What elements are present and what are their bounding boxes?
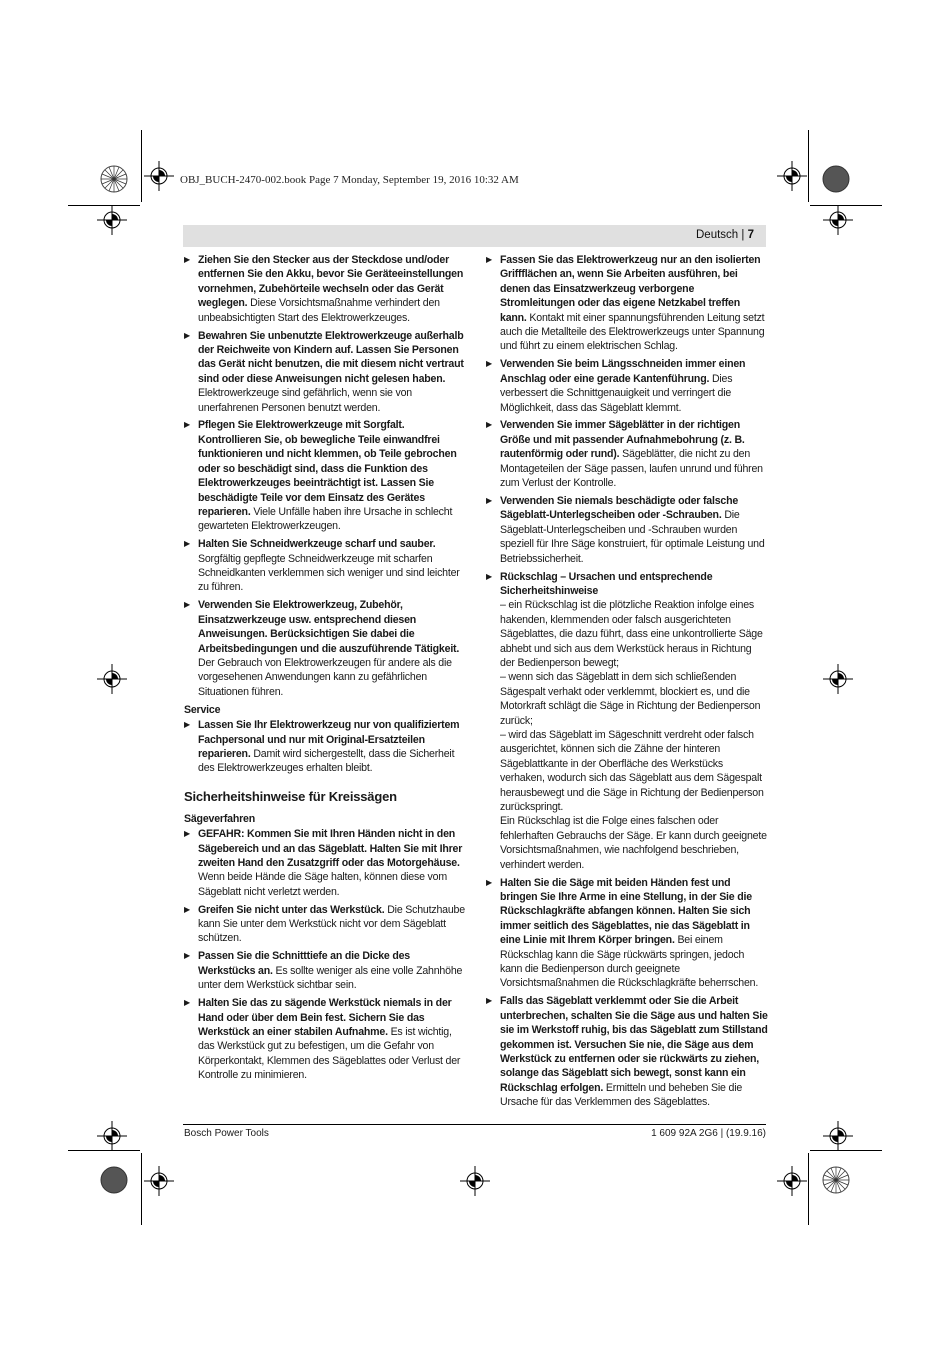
header-separator: | (741, 229, 745, 241)
triangle-right-icon: ▶ (184, 330, 190, 340)
list-item (184, 418, 466, 533)
list-item (486, 876, 768, 991)
list-item (486, 494, 768, 566)
item-text: Elektrowerkzeuge sind gefährlich, wenn sie von unerfahrenen Personen benutzt werden. (198, 387, 412, 414)
list-item (486, 994, 768, 1109)
item-text: Die Schutzhaube kann Sie unter dem Werkstück nicht vor dem Sägeblatt schützen. (198, 903, 465, 945)
item-bold-text: Pflegen Sie Elektrowerkzeuge mit Sorgfalt. Kontrollieren Sie, ob bewegliche Teile einwandfrei funktionieren und nicht klemmen, ob Teile gebrochen oder so beschädigt sind, dass die Funktion des Elektrowerkzeuges beeinträchtigt ist. Lassen Sie beschädigte Teile vor dem Einsatz des Gerätes reparieren. (198, 419, 457, 518)
item-text: Damit wird sichergestellt, dass die Sicherheit des Elektrowerkzeuges erhalten bleibt. (198, 747, 455, 775)
header-language: Deutsch (696, 229, 739, 241)
item-text: Kontakt mit einer spannungsführenden Leitung setzt auch die Metallteile des Elektrowerkzeugs unter Spannung und führt zu einem elektrischen Schlag. (500, 311, 765, 353)
list-item (184, 718, 466, 776)
item-bold-text: Fassen Sie das Elektrowerkzeug nur an den isolierten Griffflächen an, wenn Sie Arbeiten ausführen, bei denen das Einsatzwerkzeug verborgene Stromleitungen oder das eigene Netzkabel treffen kann. (500, 254, 761, 324)
triangle-right-icon: ▶ (184, 720, 190, 730)
item-text: Diese Vorsichtsmaßnahme verhindert den unbeabsichtigten Start des Elektrowerkzeuges. (198, 297, 440, 324)
item-bold-text: Falls das Sägeblatt verklemmt oder Sie die Arbeit unterbrechen, schalten Sie die Säge aus und halten Sie sie im Werkstoff ruhig, bis das Sägeblatt zum Stillstand gekommen ist. Versuchen Sie nie, die Säge aus dem Werkstück zu entfernen oder sie rückwärts zu ziehen, solange das Sägeblatt sich bewegt, sonst kann ein Rückschlag erfolgen. (500, 995, 768, 1094)
crosshair-registration-icon (460, 1166, 490, 1196)
print-density-circle-icon (100, 1166, 128, 1194)
triangle-right-icon: ▶ (486, 571, 492, 581)
item-text: Dies verbessert die Schnittgenauigkeit und verringert die Möglichkeit, dass das Sägeblatt klemmt. (500, 372, 733, 414)
crosshair-registration-icon (777, 161, 807, 191)
triangle-right-icon: ▶ (184, 420, 190, 430)
item-text: Ermitteln und beheben Sie die Ursache für das Verklemmen des Sägeblattes. (500, 1081, 743, 1109)
page-header (183, 225, 766, 247)
crosshair-registration-icon (144, 161, 174, 191)
crosshair-registration-icon (144, 1166, 174, 1196)
item-text: Sorgfältig gepflegte Schneidwerkzeuge mit scharfen Schneidkanten verklemmen sich weniger und sind leichter zu führen. (198, 552, 460, 594)
crosshair-registration-icon (777, 1166, 807, 1196)
crop-line-bottom-left-v (141, 1153, 142, 1225)
print-density-circle-icon (822, 165, 850, 193)
footer-brand: Bosch Power Tools (184, 1128, 269, 1139)
item-text: Der Gebrauch von Elektrowerkzeugen für andere als die vorgesehenen Anwendungen kann zu gefährlichen Situationen führen. (198, 656, 452, 698)
item-bold-text: Halten Sie die Säge mit beiden Händen fest und bringen Sie Ihre Arme in eine Stellung, in der Sie die Rückschlagkräfte abfangen können. Halten Sie sich immer seitlich des Sägeblattes, nie das Sägeblatt in eine Linie mit Ihrem Körper bringen. (500, 876, 752, 947)
item-bold-text: GEFAHR: Kommen Sie mit Ihren Händen nicht in den Sägebereich und an das Sägeblatt. Halten Sie mit Ihrer zweiten Hand den Zusatzgriff oder das Motorgehäuse. (198, 828, 463, 869)
kickback-paragraph: – wird das Sägeblatt im Sägeschnitt verdreht oder falsch ausgerichtet, können sich die Zähne der hinteren Sägeblattkante in der Oberfläche des Werkstücks verhaken, wodurch sich das Sägeblatt aus dem Sägespalt herausbewegt und die Säge in Richtung der Bedienperson zurückspringt. (500, 729, 764, 814)
item-text: Bei einem Rückschlag kann die Säge rückwärts springen, jedoch kann die Bedienperson durch geeignete Vorsichtsmaßnahmen die Rückschlagkräfte beherrschen. (500, 934, 759, 990)
triangle-right-icon: ▶ (486, 359, 492, 369)
list-item (184, 329, 466, 415)
list-item (486, 418, 768, 490)
crosshair-registration-icon (97, 664, 127, 694)
service-heading: Service (184, 703, 221, 716)
item-text: Die Sägeblatt-Unterlegscheiben und -Schrauben wurden speziell für Ihre Säge konstruiert, für optimale Leistung und Betriebssicherheit. (500, 509, 765, 565)
list-item (184, 996, 466, 1082)
crop-line-bottom-right-v (808, 1153, 809, 1225)
triangle-right-icon: ▶ (486, 255, 492, 264)
crop-line-top-right-v (808, 130, 809, 202)
list-item (184, 537, 466, 595)
triangle-right-icon: ▶ (486, 996, 492, 1006)
item-bold-text: Verwenden Sie niemals beschädigte oder falsche Sägeblatt-Unterlegscheiben oder -Schrauben. (500, 495, 739, 522)
item-bold-text: Verwenden Sie beim Längsschneiden immer einen Anschlag oder eine gerade Kantenführung. (500, 358, 746, 385)
item-bold-text: Passen Sie die Schnitttiefe an die Dicke des Werkstücks an. (198, 950, 410, 977)
item-text: Es sollte weniger als eine volle Zahnhöhe unter dem Werkstück sichtbar sein. (198, 964, 463, 992)
item-bold-text: Bewahren Sie unbenutzte Elektrowerkzeuge außerhalb der Reichweite von Kindern auf. Lassen Sie Personen das Gerät nicht benutzen, die mit diesem nicht vertraut sind oder diese Anweisungen nicht gelesen haben. (198, 329, 464, 385)
file-header: OBJ_BUCH-2470-002.book Page 7 Monday, September 19, 2016 10:32 AM (180, 174, 519, 186)
right-column (486, 253, 768, 1113)
item-bold-text: Verwenden Sie immer Sägeblätter in der richtigen Größe und mit passender Aufnahmebohrung (z. B. rautenförmig oder rund). (500, 419, 745, 461)
triangle-right-icon: ▶ (184, 829, 190, 839)
triangle-right-icon: ▶ (486, 877, 492, 887)
triangle-right-icon: ▶ (184, 255, 190, 264)
page-header-text (696, 229, 754, 241)
list-item (184, 903, 466, 946)
item-text: Viele Unfälle haben ihre Ursache in schlecht gewarteten Elektrowerkzeugen. (198, 505, 453, 533)
item-bold-text: Lassen Sie Ihr Elektrowerkzeug nur von qualifiziertem Fachpersonal und nur mit Original-Ersatzteilen reparieren. (198, 719, 460, 760)
triangle-right-icon: ▶ (184, 539, 190, 549)
footer-rule (183, 1124, 766, 1125)
section-title: Sicherheitshinweise für Kreissägen (184, 788, 397, 804)
crosshair-registration-icon (97, 205, 127, 235)
item-bold-text: Verwenden Sie Elektrowerkzeug, Zubehör, Einsatzwerkzeuge usw. entsprechend diesen Anweisungen. Berücksichtigen Sie dabei die Arbeitsbedingungen und die auszuführende Tätigkeit. (198, 599, 460, 655)
list-item (486, 357, 768, 415)
list-item (184, 253, 466, 325)
triangle-right-icon: ▶ (486, 496, 492, 505)
kickback-paragraph: – ein Rückschlag ist die plötzliche Reaktion infolge eines hakenden, klemmenden oder falsch ausgerichteten Sägeblattes, die dazu führt, dass eine unkontrollierte Säge abhebt und sich aus dem Werkstück heraus in Richtung der Bedienperson bewegt; (500, 599, 763, 669)
triangle-right-icon: ▶ (184, 951, 190, 961)
page-number: 7 (747, 229, 754, 241)
crosshair-registration-icon (97, 1121, 127, 1151)
triangle-right-icon: ▶ (486, 420, 492, 430)
print-density-circle-icon (822, 1166, 850, 1194)
saw-procedure-heading: Sägeverfahren (184, 812, 256, 825)
list-item (184, 949, 466, 992)
triangle-right-icon: ▶ (184, 904, 190, 914)
item-bold-text: Greifen Sie nicht unter das Werkstück. (198, 903, 385, 916)
item-text: Es ist wichtig, das Werkstück gut zu befestigen, um die Gefahr von Körperkontakt, Klemmen des Sägeblattes oder Verlust der Kontrolle zu minimieren. (198, 1025, 461, 1082)
print-density-circle-icon (100, 165, 128, 193)
crosshair-registration-icon (823, 1121, 853, 1151)
kickback-paragraph: – wenn sich das Sägeblatt in dem sich schließenden Sägespalt verhakt oder verklemmt, blockiert es, und die Motorkraft schlägt die Säge in Richtung der Bedienperson zurück; (500, 671, 761, 727)
left-column (184, 253, 466, 1086)
item-text: Wenn beide Hände die Säge halten, können diese vom Sägeblatt nicht verletzt werden. (198, 871, 447, 898)
list-item (184, 827, 466, 899)
kickback-heading: Rückschlag – Ursachen und entsprechende Sicherheitshinweise (500, 570, 713, 597)
triangle-right-icon: ▶ (184, 600, 190, 610)
kickback-paragraph: Ein Rückschlag ist die Folge eines falschen oder fehlerhaften Gebrauchs der Säge. Er kann durch geeignete Vorsichtsmaßnahmen, wie nachfolgend beschrieben, verhindert werden. (500, 815, 767, 871)
crosshair-registration-icon (823, 664, 853, 694)
crop-line-top-left-v (141, 130, 142, 202)
list-item (184, 598, 466, 699)
crosshair-registration-icon (823, 205, 853, 235)
triangle-right-icon: ▶ (184, 998, 190, 1008)
item-bold-text: Halten Sie das zu sägende Werkstück niemals in der Hand oder über dem Bein fest. Sichern Sie das Werkstück an einer stabilen Aufnahme. (198, 997, 452, 1038)
item-bold-text: Halten Sie Schneidwerkzeuge scharf und sauber. (198, 538, 436, 551)
item-bold-text: Ziehen Sie den Stecker aus der Steckdose und/oder entfernen Sie den Akku, bevor Sie Geräteeinstellungen vornehmen, Zubehörteile wechseln oder das Gerät weglegen. (198, 254, 464, 310)
footer-document-code: 1 609 92A 2G6 | (19.9.16) (651, 1128, 766, 1139)
item-text: Sägeblätter, die nicht zu den Montageteilen der Säge passen, laufen unrund und führen zum Verlust der Kontrolle. (500, 448, 763, 490)
list-item (486, 253, 768, 354)
kickback-item (486, 570, 768, 873)
